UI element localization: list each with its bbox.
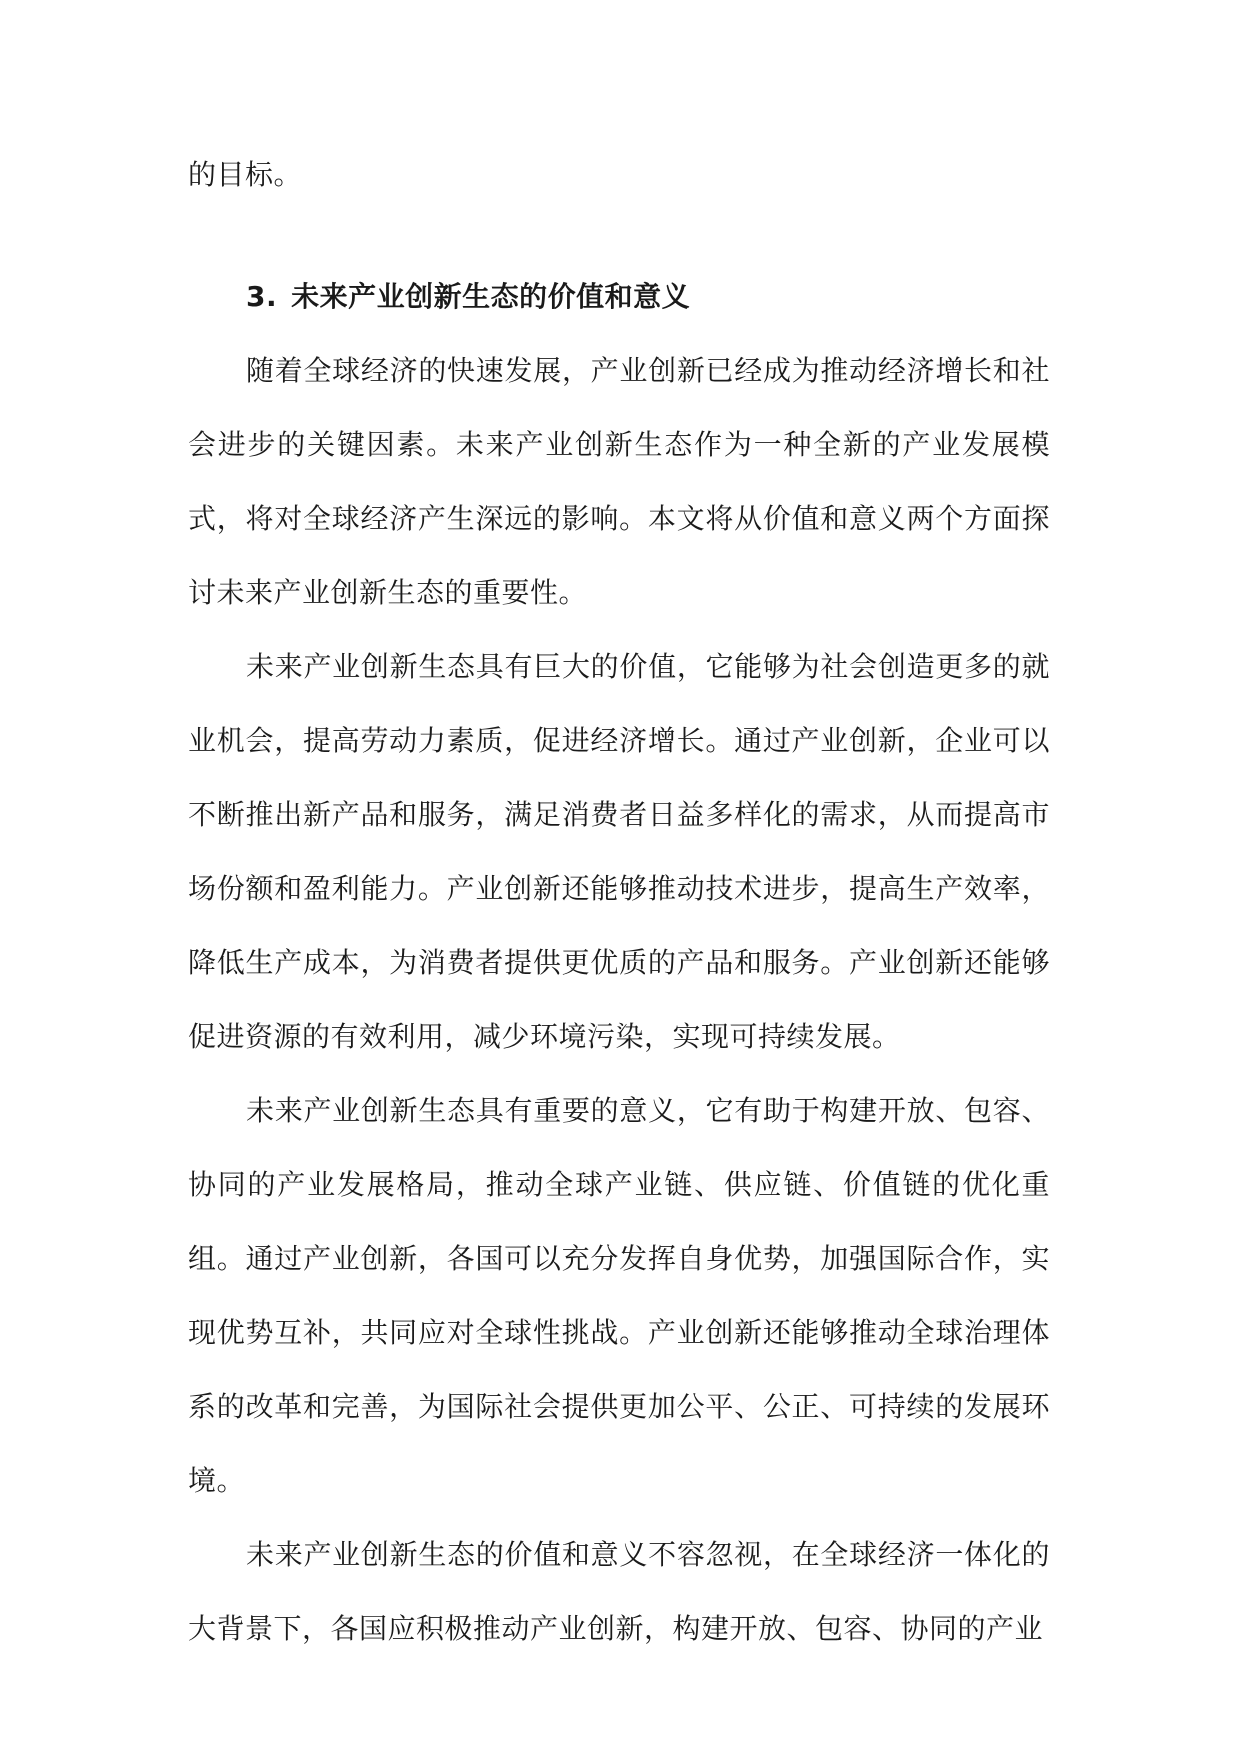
- paragraph-2: 未来产业创新生态具有巨大的价值，它能够为社会创造更多的就业机会，提高劳动力素质，促进经济增长。通过产业创新，企业可以不断推出新产品和服务，满足消费者日益多样化的需求，从而提高市场份额和盈利能力。产业创新还能够推动技术进步，提高生产效率，降低生产成本，为消费者提供更优质的产品和服务。产业创新还能够促进资源的有效利用，减少环境污染，实现可持续发展。: [188, 650, 1050, 1053]
- paragraph-3: 未来产业创新生态具有重要的意义，它有助于构建开放、包容、协同的产业发展格局，推动全球产业链、供应链、价值链的优化重组。通过产业创新，各国可以充分发挥自身优势，加强国际合作，实现优势互补，共同应对全球性挑战。产业创新还能够推动全球治理体系的改革和完善，为国际社会提供更加公平、公正、可持续的发展环境。: [188, 1094, 1050, 1497]
- section-heading: [188, 260, 1050, 334]
- document-page: [188, 138, 1050, 1666]
- paragraph-4: 未来产业创新生态的价值和意义不容忽视，在全球经济一体化的大背景下，各国应积极推动产业创新，构建开放、包容、协同的产业: [188, 1538, 1050, 1645]
- section-title: 未来产业创新生态的价值和意义: [291, 280, 691, 313]
- continuation-text: 的目标。: [188, 158, 303, 191]
- paragraph-1: 随着全球经济的快速发展，产业创新已经成为推动经济增长和社会进步的关键因素。未来产业创新生态作为一种全新的产业发展模式，将对全球经济产生深远的影响。本文将从价值和意义两个方面探讨未来产业创新生态的重要性。: [188, 354, 1050, 609]
- section-number: 3.: [246, 280, 278, 313]
